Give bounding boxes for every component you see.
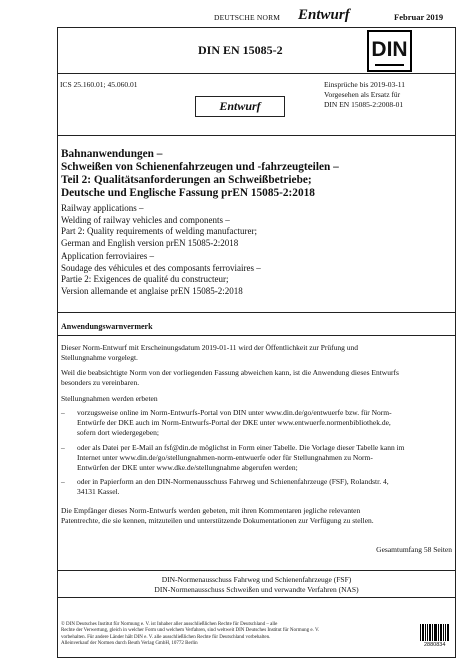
publisher-line: DIN-Normenausschuss Schweißen und verwandte Verfahren (NAS) — [154, 585, 359, 594]
text-line: Entwürfe der DKE auch im Norm-Entwurfs-Portal der DKE unter www.entwuerfe.normenbibliothek.de, — [77, 418, 391, 427]
din-logo-bar — [375, 64, 404, 66]
list-item-text — [77, 443, 447, 473]
document-number: DIN EN 15085-2 — [198, 43, 283, 57]
text-line: Stellungnahme vorgelegt. — [61, 353, 138, 362]
text-line: Alleinverkauf der Normen durch Beuth Verlag GmbH, 10772 Berlin — [61, 640, 198, 646]
ics-code: ICS 25.160.01; 45.060.01 — [60, 80, 138, 89]
text-line: 34131 Kassel. — [77, 487, 120, 496]
text-line: vorzugsweise online im Norm-Entwurfs-Portal von DIN unter www.din.de/go/entwuerfe bzw. für Norm- — [77, 408, 392, 417]
divider-line — [57, 335, 456, 336]
text-line: Die Empfänger dieses Norm-Entwurfs werden gebeten, mit ihren Kommentaren jegliche relevanten — [61, 506, 361, 515]
meta-info — [324, 80, 405, 110]
title-line: Teil 2: Qualitätsanforderungen an Schweißbetriebe; — [61, 174, 312, 186]
text-line: Dieser Norm-Entwurf mit Erscheinungsdatum 2019-01-11 wird der Öffentlichkeit zur Prüfung und — [61, 343, 359, 352]
publisher-line: DIN-Normenausschuss Fahrweg und Schienenfahrzeuge (FSF) — [161, 575, 352, 584]
divider-line — [57, 73, 456, 74]
text-line: besonders zu vereinbaren. — [61, 378, 140, 387]
list-item-text — [77, 408, 447, 438]
title-line: German and English version prEN 15085-2:2018 — [61, 237, 239, 248]
din-logo-text: DIN — [371, 38, 408, 61]
din-logo — [367, 30, 412, 72]
copyright-notice — [61, 622, 336, 647]
title-line: Part 2: Quality requirements of welding manufacturer; — [61, 226, 257, 237]
divider-line — [57, 570, 456, 571]
text-line: oder als Datei per E-Mail an fsf@din.de möglichst in Form einer Tabelle. Die Vorlage dieser Tabelle kann im — [77, 443, 405, 452]
patent-note — [61, 506, 451, 526]
norm-type-label: DEUTSCHE NORM — [214, 13, 281, 22]
title-line: Welding of railway vehicles and components – — [61, 214, 230, 225]
divider-line — [57, 597, 456, 598]
replaced-standard: DIN EN 15085-2:2008-01 — [324, 100, 404, 109]
text-line: © DIN Deutsches Institut für Normung e. V. ist Inhaber aller ausschließlichen Rechte für Deutschland – alle — [61, 622, 278, 627]
title-english — [61, 203, 451, 249]
title-line: Soudage des véhicules et des composants ferroviaires – — [61, 262, 261, 273]
title-line: Partie 2: Exigences de qualité du constructeur; — [61, 274, 229, 285]
document-code: 2880834 — [424, 642, 446, 648]
divider-line — [57, 312, 456, 313]
title-line: Deutsche und Englische Fassung prEN 15085-2:2018 — [61, 187, 315, 199]
barcode-icon — [420, 624, 450, 641]
list-item-text — [77, 477, 447, 497]
list-bullet: – — [61, 443, 65, 452]
text-line: vorbehalten. Für andere Länder hält DIN e. V. alle ausschließlichen Rechte für Deutschland vorbehalten. — [61, 634, 271, 640]
title-german — [61, 148, 451, 200]
text-line: Weil die beabsichtigte Norm von der vorliegenden Fassung abweichen kann, ist die Anwendung dieses Entwurfs — [61, 368, 399, 377]
comments-intro: Stellungnahmen werden erbeten — [61, 394, 158, 403]
total-pages: Gesamtumfang 58 Seiten — [376, 545, 452, 554]
divider-line — [57, 135, 456, 136]
title-line: Railway applications – — [61, 203, 144, 213]
list-bullet: – — [61, 408, 65, 417]
title-french — [61, 251, 451, 297]
objection-deadline: Einsprüche bis 2019-03-11 — [324, 80, 405, 89]
title-line: Application ferroviaires – — [61, 251, 154, 261]
title-line: Schweißen von Schienenfahrzeugen und -fahrzeugteilen – — [61, 161, 339, 173]
text-line: Rechte der Verwertung, gleich in welcher Form und welchem Verfahren, sind weltweit DIN Deutsches Institut für Normung e. V. — [61, 628, 320, 634]
title-line: Bahnanwendungen – — [61, 148, 163, 160]
warning-paragraph — [61, 368, 451, 388]
warning-heading: Anwendungswarnvermerk — [61, 322, 153, 331]
title-line: Version allemande et anglaise prEN 15085-2:2018 — [61, 285, 243, 296]
entwurf-stamp: Entwurf — [195, 96, 285, 117]
replacement-note: Vorgesehen als Ersatz für — [324, 90, 401, 99]
top-header — [0, 0, 466, 28]
entwurf-label: Entwurf — [298, 7, 350, 23]
issue-date: Februar 2019 — [394, 12, 444, 22]
text-line: Patentrechte, die sie kennen, mitzuteilen und unterstützende Dokumentationen zur Verfügung zu stellen. — [61, 516, 374, 525]
list-bullet: – — [61, 477, 65, 486]
warning-paragraph — [61, 343, 451, 363]
text-line: sofern dort wiedergegeben; — [77, 428, 159, 437]
text-line: Entwürfen der DKE unter www.dke.de/stellungnahme abgerufen werden; — [77, 463, 298, 472]
text-line: oder in Papierform an den DIN-Normenausschuss Fahrweg und Schienenfahrzeuge (FSF), Rolandstr. 4, — [77, 477, 389, 486]
text-line: Internet unter www.din.de/go/stellungnahmen-norm-entwuerfe oder für Stellungnahmen zu Norm- — [77, 453, 373, 462]
